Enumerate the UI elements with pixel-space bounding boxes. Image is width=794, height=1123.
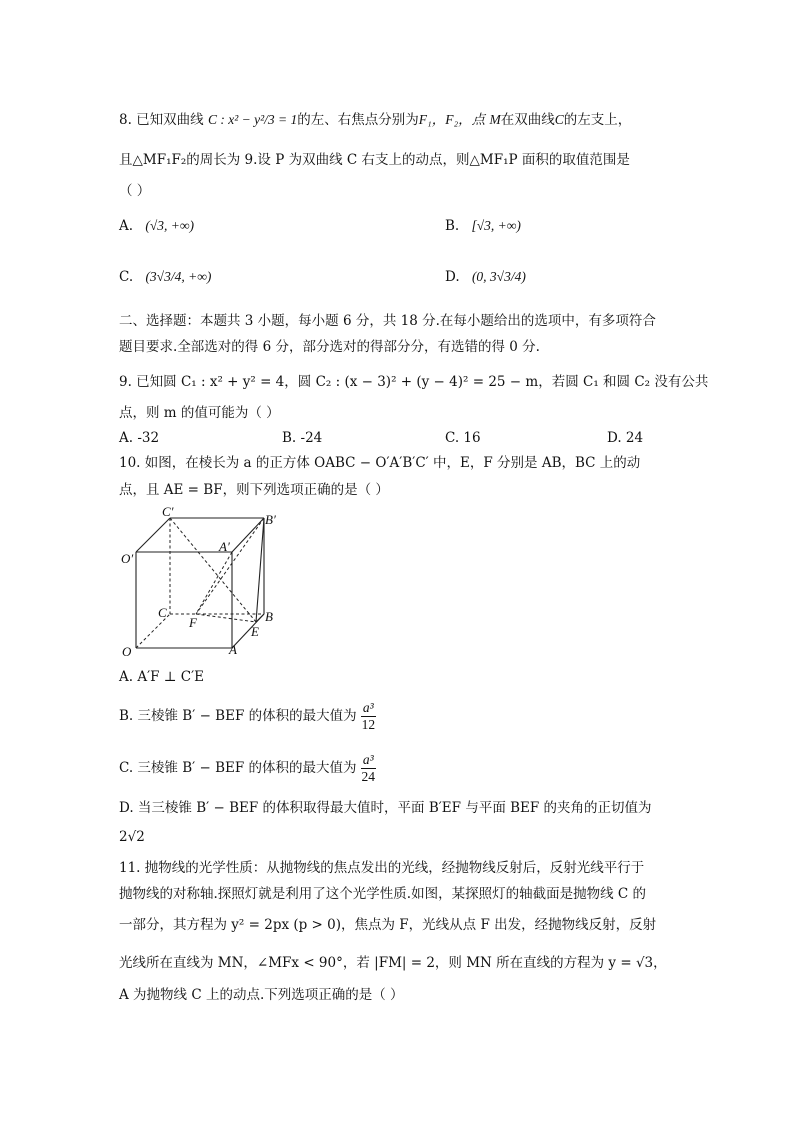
q11-line1: 11. 抛物线的光学性质：从抛物线的焦点发出的光线，经抛物线反射后，反射光线平行于 bbox=[119, 860, 645, 876]
line-bp-e bbox=[256, 518, 264, 622]
label-e: E bbox=[251, 624, 259, 639]
q8-line1 bbox=[119, 110, 631, 130]
q8-line2: 且△MF₁F₂的周长为 9.设 P 为双曲线 C 右支上的动点，则△MF₁P 面积的取值范围是 bbox=[119, 152, 630, 168]
q9-option-a: A. -32 bbox=[119, 430, 160, 446]
option-label: A. bbox=[119, 218, 134, 234]
label-ap: A′ bbox=[219, 539, 230, 554]
fraction bbox=[361, 700, 376, 733]
label-a: A bbox=[229, 642, 237, 656]
q8-curve-c: C bbox=[554, 112, 564, 127]
option-value: (0, 3√3/4) bbox=[471, 269, 526, 284]
q8-foci: F₁，F₂，点 bbox=[418, 112, 486, 127]
label-bp: B′ bbox=[265, 512, 276, 527]
numerator: a³ bbox=[362, 752, 374, 767]
q10-option-b bbox=[119, 698, 376, 734]
q9-option-b: B. -24 bbox=[282, 430, 323, 446]
q8-option-c bbox=[119, 267, 211, 287]
denominator: 12 bbox=[361, 717, 376, 732]
label-b: B bbox=[265, 609, 273, 624]
q11-line5: A 为抛物线 C 上的动点.下列选项正确的是（ ） bbox=[119, 987, 404, 1003]
fraction bbox=[361, 752, 376, 785]
option-text: B. 三棱锥 B′ − BEF 的体积的最大值为 bbox=[119, 708, 357, 724]
q8-paren: （ ） bbox=[119, 183, 151, 199]
q10-line2: 点，且 AE = BF，则下列选项正确的是（ ） bbox=[119, 482, 389, 498]
q8-option-a bbox=[119, 216, 194, 236]
label-op: O′ bbox=[121, 551, 134, 566]
option-value: (√3, +∞) bbox=[145, 218, 194, 233]
q9-option-c: C. 16 bbox=[445, 430, 481, 446]
option-text: C. 三棱锥 B′ − BEF 的体积的最大值为 bbox=[119, 760, 357, 776]
q8-option-b bbox=[445, 216, 521, 236]
edge-op-cp bbox=[136, 518, 170, 552]
label-c: C bbox=[158, 605, 167, 620]
q8-hyperbola-eq: C : x² − y²/3 = 1 bbox=[207, 112, 298, 127]
q8-option-d bbox=[445, 267, 526, 287]
q11-line2: 抛物线的对称轴.探照灯就是利用了这个光学性质.如图，某探照灯的轴截面是抛物线 C 的 bbox=[119, 886, 646, 902]
label-o: O bbox=[122, 644, 132, 656]
q10-option-c bbox=[119, 750, 376, 786]
option-label: C. bbox=[119, 269, 134, 285]
line-cp-e bbox=[170, 518, 256, 622]
q8-text-g: 的左支上， bbox=[563, 112, 632, 128]
section2-line1: 二、选择题：本题共 3 小题，每小题 6 分，共 18 分.在每小题给出的选项中，有多项符合 bbox=[119, 313, 656, 329]
option-label: B. bbox=[445, 218, 460, 234]
option-value: [√3, +∞) bbox=[471, 218, 521, 233]
section2-line2: 题目要求.全部选对的得 6 分，部分选对的得部分分，有选错的得 0 分. bbox=[119, 339, 540, 355]
q9-line1: 9. 已知圆 C₁ : x² + y² = 4，圆 C₂ : (x − 3)² + (y − 4)² = 25 − m，若圆 C₁ 和圆 C₂ 没有公共 bbox=[119, 374, 709, 390]
edge-ap-bp bbox=[232, 518, 264, 552]
q9-line2: 点，则 m 的值可能为（ ） bbox=[119, 405, 280, 421]
q8-point-m: M bbox=[489, 112, 501, 127]
line-f-e bbox=[196, 614, 256, 622]
denominator: 24 bbox=[361, 769, 375, 784]
q11-line3: 一部分，其方程为 y² = 2px (p > 0)，焦点为 F，光线从点 F 出发，经抛物线反射，反射 bbox=[119, 917, 657, 933]
q8-text-e: 在双曲线 bbox=[500, 112, 555, 128]
line-e-b-solid bbox=[256, 614, 264, 622]
line-bp-f bbox=[196, 518, 264, 614]
q9-option-d: D. 24 bbox=[607, 430, 644, 446]
q10-option-a: A. A′F ⊥ C′E bbox=[119, 669, 205, 685]
q8-text-b: 的左、右焦点分别为 bbox=[297, 112, 419, 128]
q11-line4: 光线所在直线为 MN，∠MFx < 90°，若 |FM| = 2，则 MN 所在直线的方程为 y = √3， bbox=[119, 955, 667, 971]
cube-figure bbox=[118, 506, 288, 656]
numerator: a³ bbox=[362, 700, 374, 715]
option-label: D. bbox=[445, 269, 460, 285]
q10-option-d-line2: 2√2 bbox=[119, 829, 145, 845]
option-value: (3√3/4, +∞) bbox=[145, 269, 212, 284]
label-cp: C′ bbox=[162, 506, 174, 519]
q10-option-d-line1: D. 当三棱锥 B′ − BEF 的体积取得最大值时，平面 B′EF 与平面 BEF 的夹角的正切值为 bbox=[119, 800, 652, 816]
label-f: F bbox=[189, 615, 197, 630]
q10-line1: 10. 如图，在棱长为 a 的正方体 OABC − O′A′B′C′ 中，E，F 分别是 AB，BC 上的动 bbox=[119, 455, 641, 471]
q8-intro: 8. 已知双曲线 bbox=[119, 112, 204, 128]
line-ap-f bbox=[196, 552, 232, 614]
